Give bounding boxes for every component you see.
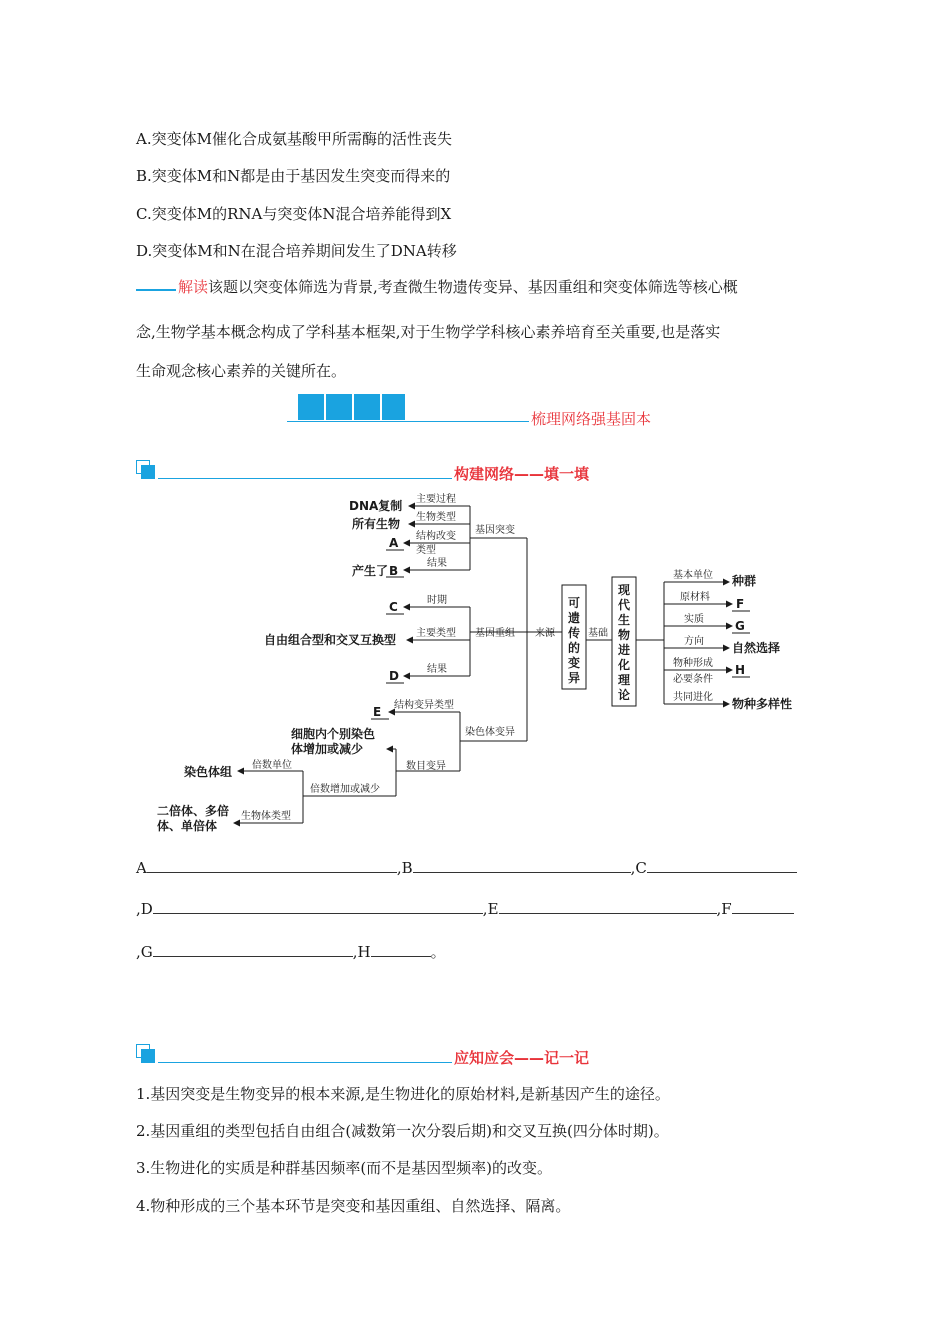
edge-period: 时期: [427, 595, 447, 606]
node-produce: 产生了: [352, 564, 389, 578]
node-cell-indiv-2: 体增加或减少: [291, 742, 364, 756]
section-header-notes: [136, 1044, 590, 1068]
fill-row-2: [136, 899, 794, 918]
modern-char-4: 进: [618, 643, 631, 657]
banner-block-1: [298, 394, 324, 420]
edge-necessary: 必要条件: [673, 674, 713, 685]
modern-char-1: 代: [618, 598, 631, 612]
heritable-char-3: 的: [568, 641, 581, 655]
blank-a[interactable]: [147, 858, 397, 873]
option-a: A.突变体M催化合成氨基酸甲所需酶的活性丧失: [136, 130, 452, 148]
edge-coevolution: 共同进化: [673, 692, 713, 703]
edge-result: 结果: [427, 558, 447, 569]
node-blank-c: C: [389, 600, 398, 614]
header-square-fill: [141, 465, 155, 479]
modern-char-3: 物: [618, 628, 631, 642]
blank-e[interactable]: [499, 899, 717, 914]
node-gene-recomb: 基因重组: [475, 628, 515, 639]
fill-label-f: ,F: [716, 900, 732, 918]
edge-basis: 基础: [588, 628, 608, 639]
fill-label-b: ,B: [396, 859, 413, 877]
edge-direction: 方向: [684, 636, 704, 647]
node-free-combo: 自由组合型和交叉互换型: [264, 633, 397, 647]
blank-b[interactable]: [413, 858, 631, 873]
heritable-char-1: 遗: [568, 611, 581, 625]
heritable-char-2: 传: [568, 626, 581, 640]
edge-speciation: 物种形成: [673, 658, 713, 669]
heritable-char-4: 变: [568, 656, 581, 670]
fill-row-1: [136, 858, 797, 877]
banner-block-3: [354, 394, 380, 420]
fill-label-e: ,E: [482, 900, 499, 918]
edge-multiple-unit: 倍数单位: [252, 760, 292, 771]
heritable-char-0: 可: [568, 596, 581, 610]
note-3: 3.生物进化的实质是种群基因频率(而不是基因型频率)的改变。: [136, 1159, 553, 1177]
edge-result-2: 结果: [427, 664, 447, 675]
banner-rule: [287, 421, 529, 422]
node-chrom-group: 染色体组: [184, 765, 233, 779]
option-c: C.突变体M的RNA与突变体N混合培养能得到X: [136, 205, 452, 223]
edge-source: 来源: [535, 628, 555, 639]
edge-org-type-2: 生物体类型: [241, 811, 291, 822]
jiedu-underline: [136, 289, 176, 291]
blank-h[interactable]: [371, 942, 431, 957]
jiedu-line-1: 解读该题以突变体筛选为背景,考查微生物遗传变异、基因重组和突变体筛选等核心概: [178, 278, 738, 296]
edge-struct-var-type: 结构变异类型: [394, 700, 454, 711]
node-blank-d: D: [389, 669, 399, 683]
fill-label-h: ,H: [352, 943, 371, 961]
node-cell-indiv-1: 细胞内个别染色: [291, 727, 376, 741]
edge-type: 类型: [416, 545, 436, 556]
node-ploidy-2: 体、单倍体: [157, 819, 218, 833]
fill-label-d: ,D: [136, 900, 153, 918]
jiedu-label: 解读: [178, 278, 209, 296]
fill-row-3: [136, 941, 446, 962]
note-2: 2.基因重组的类型包括自由组合(减数第一次分裂后期)和交叉互换(四分体时期)。: [136, 1122, 669, 1140]
section-title-notes: 应知应会——记一记: [454, 1049, 590, 1067]
node-blank-e: E: [373, 705, 382, 719]
edge-basic-unit: 基本单位: [673, 570, 713, 581]
fill-label-g: ,G: [136, 943, 153, 961]
node-blank-a: A: [389, 536, 399, 550]
section-banner: [287, 394, 687, 430]
modern-char-0: 现: [618, 583, 631, 597]
option-b: B.突变体M和N都是由于基因发生突变而得来的: [136, 167, 451, 185]
node-blank-h: H: [735, 663, 746, 677]
blank-g[interactable]: [153, 942, 353, 957]
edge-org-type: 生物类型: [416, 512, 456, 523]
node-population: 种群: [732, 574, 757, 588]
fill-label-c: ,C: [630, 859, 647, 877]
note-4: 4.物种形成的三个基本环节是突变和基因重组、自然选择、隔离。: [136, 1197, 571, 1215]
section-title-network: 构建网络——填一填: [454, 465, 590, 483]
option-d: D.突变体M和N在混合培养期间发生了DNA转移: [136, 242, 457, 260]
fill-end: 。: [430, 943, 446, 961]
edge-struct-change: 结构改变: [416, 531, 456, 542]
header-rule: [158, 478, 452, 479]
node-all-organisms: 所有生物: [352, 517, 401, 531]
blank-d[interactable]: [153, 899, 483, 914]
blank-f[interactable]: [732, 899, 794, 914]
header-square-fill-2: [141, 1049, 155, 1063]
node-ploidy-1: 二倍体、多倍: [157, 804, 230, 818]
edge-main-process: 主要过程: [416, 494, 456, 505]
modern-char-2: 生: [618, 613, 631, 627]
modern-char-7: 论: [618, 688, 631, 702]
node-blank-f: F: [736, 597, 745, 611]
header-rule-2: [158, 1062, 452, 1063]
jiedu-line-2: 念,生物学基本概念构成了学科基本框架,对于生物学学科核心素养培育至关重要,也是落实: [136, 323, 721, 341]
blank-c[interactable]: [647, 858, 797, 873]
edge-essence: 实质: [684, 614, 704, 625]
node-chrom-var: 染色体变异: [465, 727, 515, 738]
edge-multiple-change: 倍数增加或减少: [310, 784, 380, 795]
node-gene-mutation: 基因突变: [475, 525, 515, 536]
node-dna-copy: DNA复制: [349, 499, 403, 513]
banner-block-2: [326, 394, 352, 420]
jiedu-line-3: 生命观念核心素养的关键所在。: [136, 362, 347, 380]
modern-char-5: 化: [618, 658, 631, 672]
node-species-diversity: 物种多样性: [732, 697, 793, 711]
node-num-var: 数目变异: [406, 761, 446, 772]
concept-map: [0, 488, 950, 840]
note-1: 1.基因突变是生物变异的根本来源,是生物进化的原始材料,是新基因产生的途径。: [136, 1085, 670, 1103]
node-natural-selection: 自然选择: [732, 641, 781, 655]
edge-raw-material: 原材料: [680, 592, 710, 603]
heritable-char-5: 异: [568, 671, 581, 685]
modern-char-6: 理: [618, 673, 631, 687]
edge-main-type: 主要类型: [416, 628, 456, 639]
section-header-network: [136, 460, 590, 484]
banner-title: 梳理网络强基固本: [531, 410, 652, 428]
node-blank-g: G: [735, 619, 745, 633]
banner-block-4: [382, 394, 405, 420]
node-blank-b: B: [389, 564, 399, 578]
fill-label-a: A: [136, 859, 147, 877]
